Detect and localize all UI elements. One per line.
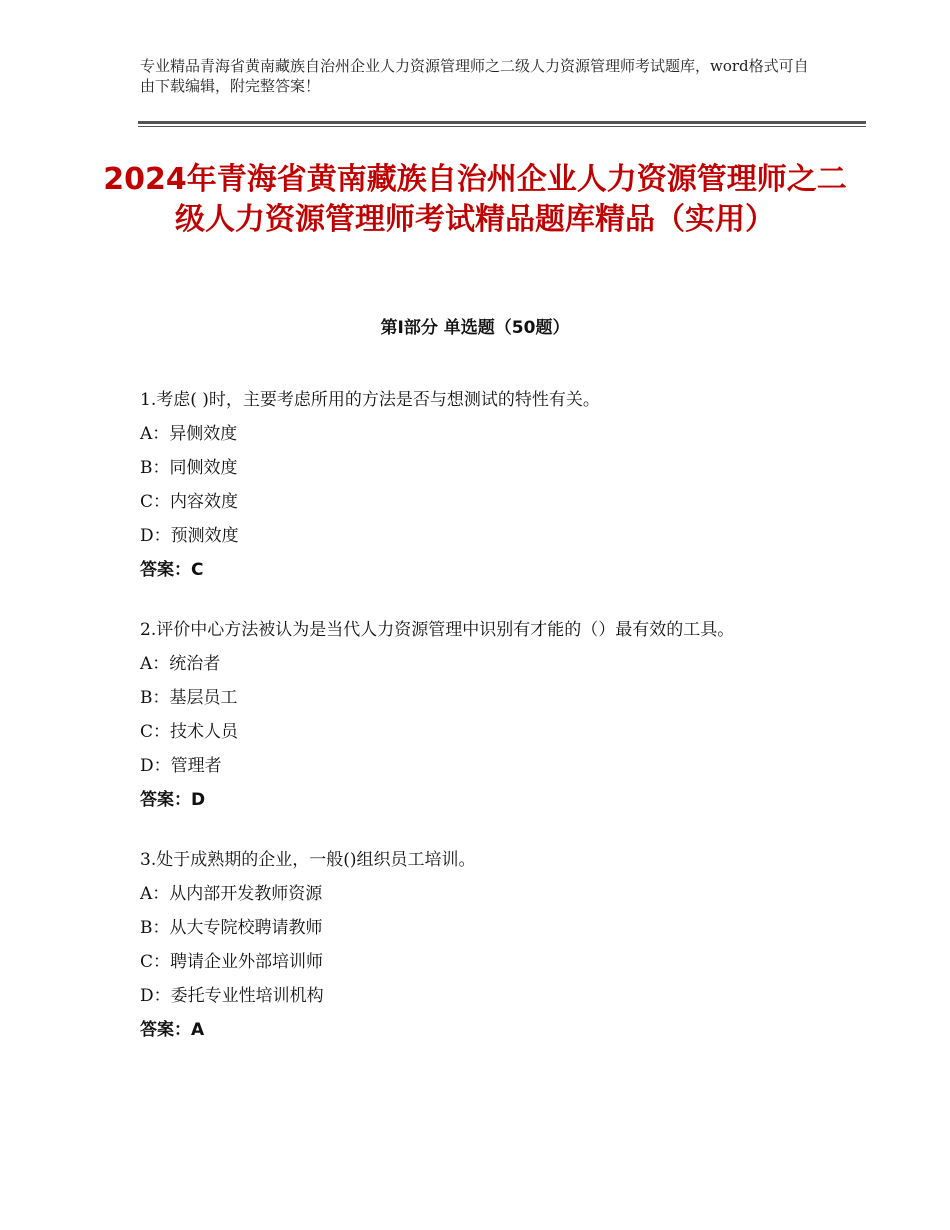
option-a: A：从内部开发教师资源 xyxy=(140,884,323,904)
question-stem: 2.评价中心方法被认为是当代人力资源管理中识别有才能的（）最有效的工具。 xyxy=(140,620,735,640)
option-c: C：聘请企业外部培训师 xyxy=(140,952,324,972)
option-b: B：同侧效度 xyxy=(140,458,238,478)
option-d: D：预测效度 xyxy=(140,526,239,546)
header-note: 专业精品青海省黄南藏族自治州企业人力资源管理师之二级人力资源管理师考试题库，word格式可自由下载编辑，附完整答案！ xyxy=(140,57,809,95)
header-divider-thin xyxy=(138,126,866,127)
header-divider-thick xyxy=(138,121,866,124)
document-title: 2024年青海省黄南藏族自治州企业人力资源管理师之二级人力资源管理师考试精品题库精品（实用） xyxy=(103,162,847,237)
question-2 xyxy=(140,613,820,817)
question-3 xyxy=(140,843,820,1047)
question-1 xyxy=(140,383,820,587)
option-b: B：从大专院校聘请教师 xyxy=(140,918,323,938)
answer: 答案：A xyxy=(140,1020,205,1040)
question-stem: 3.处于成熟期的企业，一般()组织员工培训。 xyxy=(140,850,476,870)
answer: 答案：C xyxy=(140,560,204,580)
option-c: C：内容效度 xyxy=(140,492,239,512)
option-b: B：基层员工 xyxy=(140,688,238,708)
option-d: D：委托专业性培训机构 xyxy=(140,986,324,1006)
option-d: D：管理者 xyxy=(140,756,222,776)
option-c: C：技术人员 xyxy=(140,722,239,742)
question-list xyxy=(140,383,820,1073)
answer: 答案：D xyxy=(140,790,206,810)
option-a: A：异侧效度 xyxy=(140,424,238,444)
option-a: A：统治者 xyxy=(140,654,221,674)
section-heading: 第Ⅰ部分 单选题（50题） xyxy=(380,318,570,338)
question-stem: 1.考虑( )时，主要考虑所用的方法是否与想测试的特性有关。 xyxy=(140,390,600,410)
